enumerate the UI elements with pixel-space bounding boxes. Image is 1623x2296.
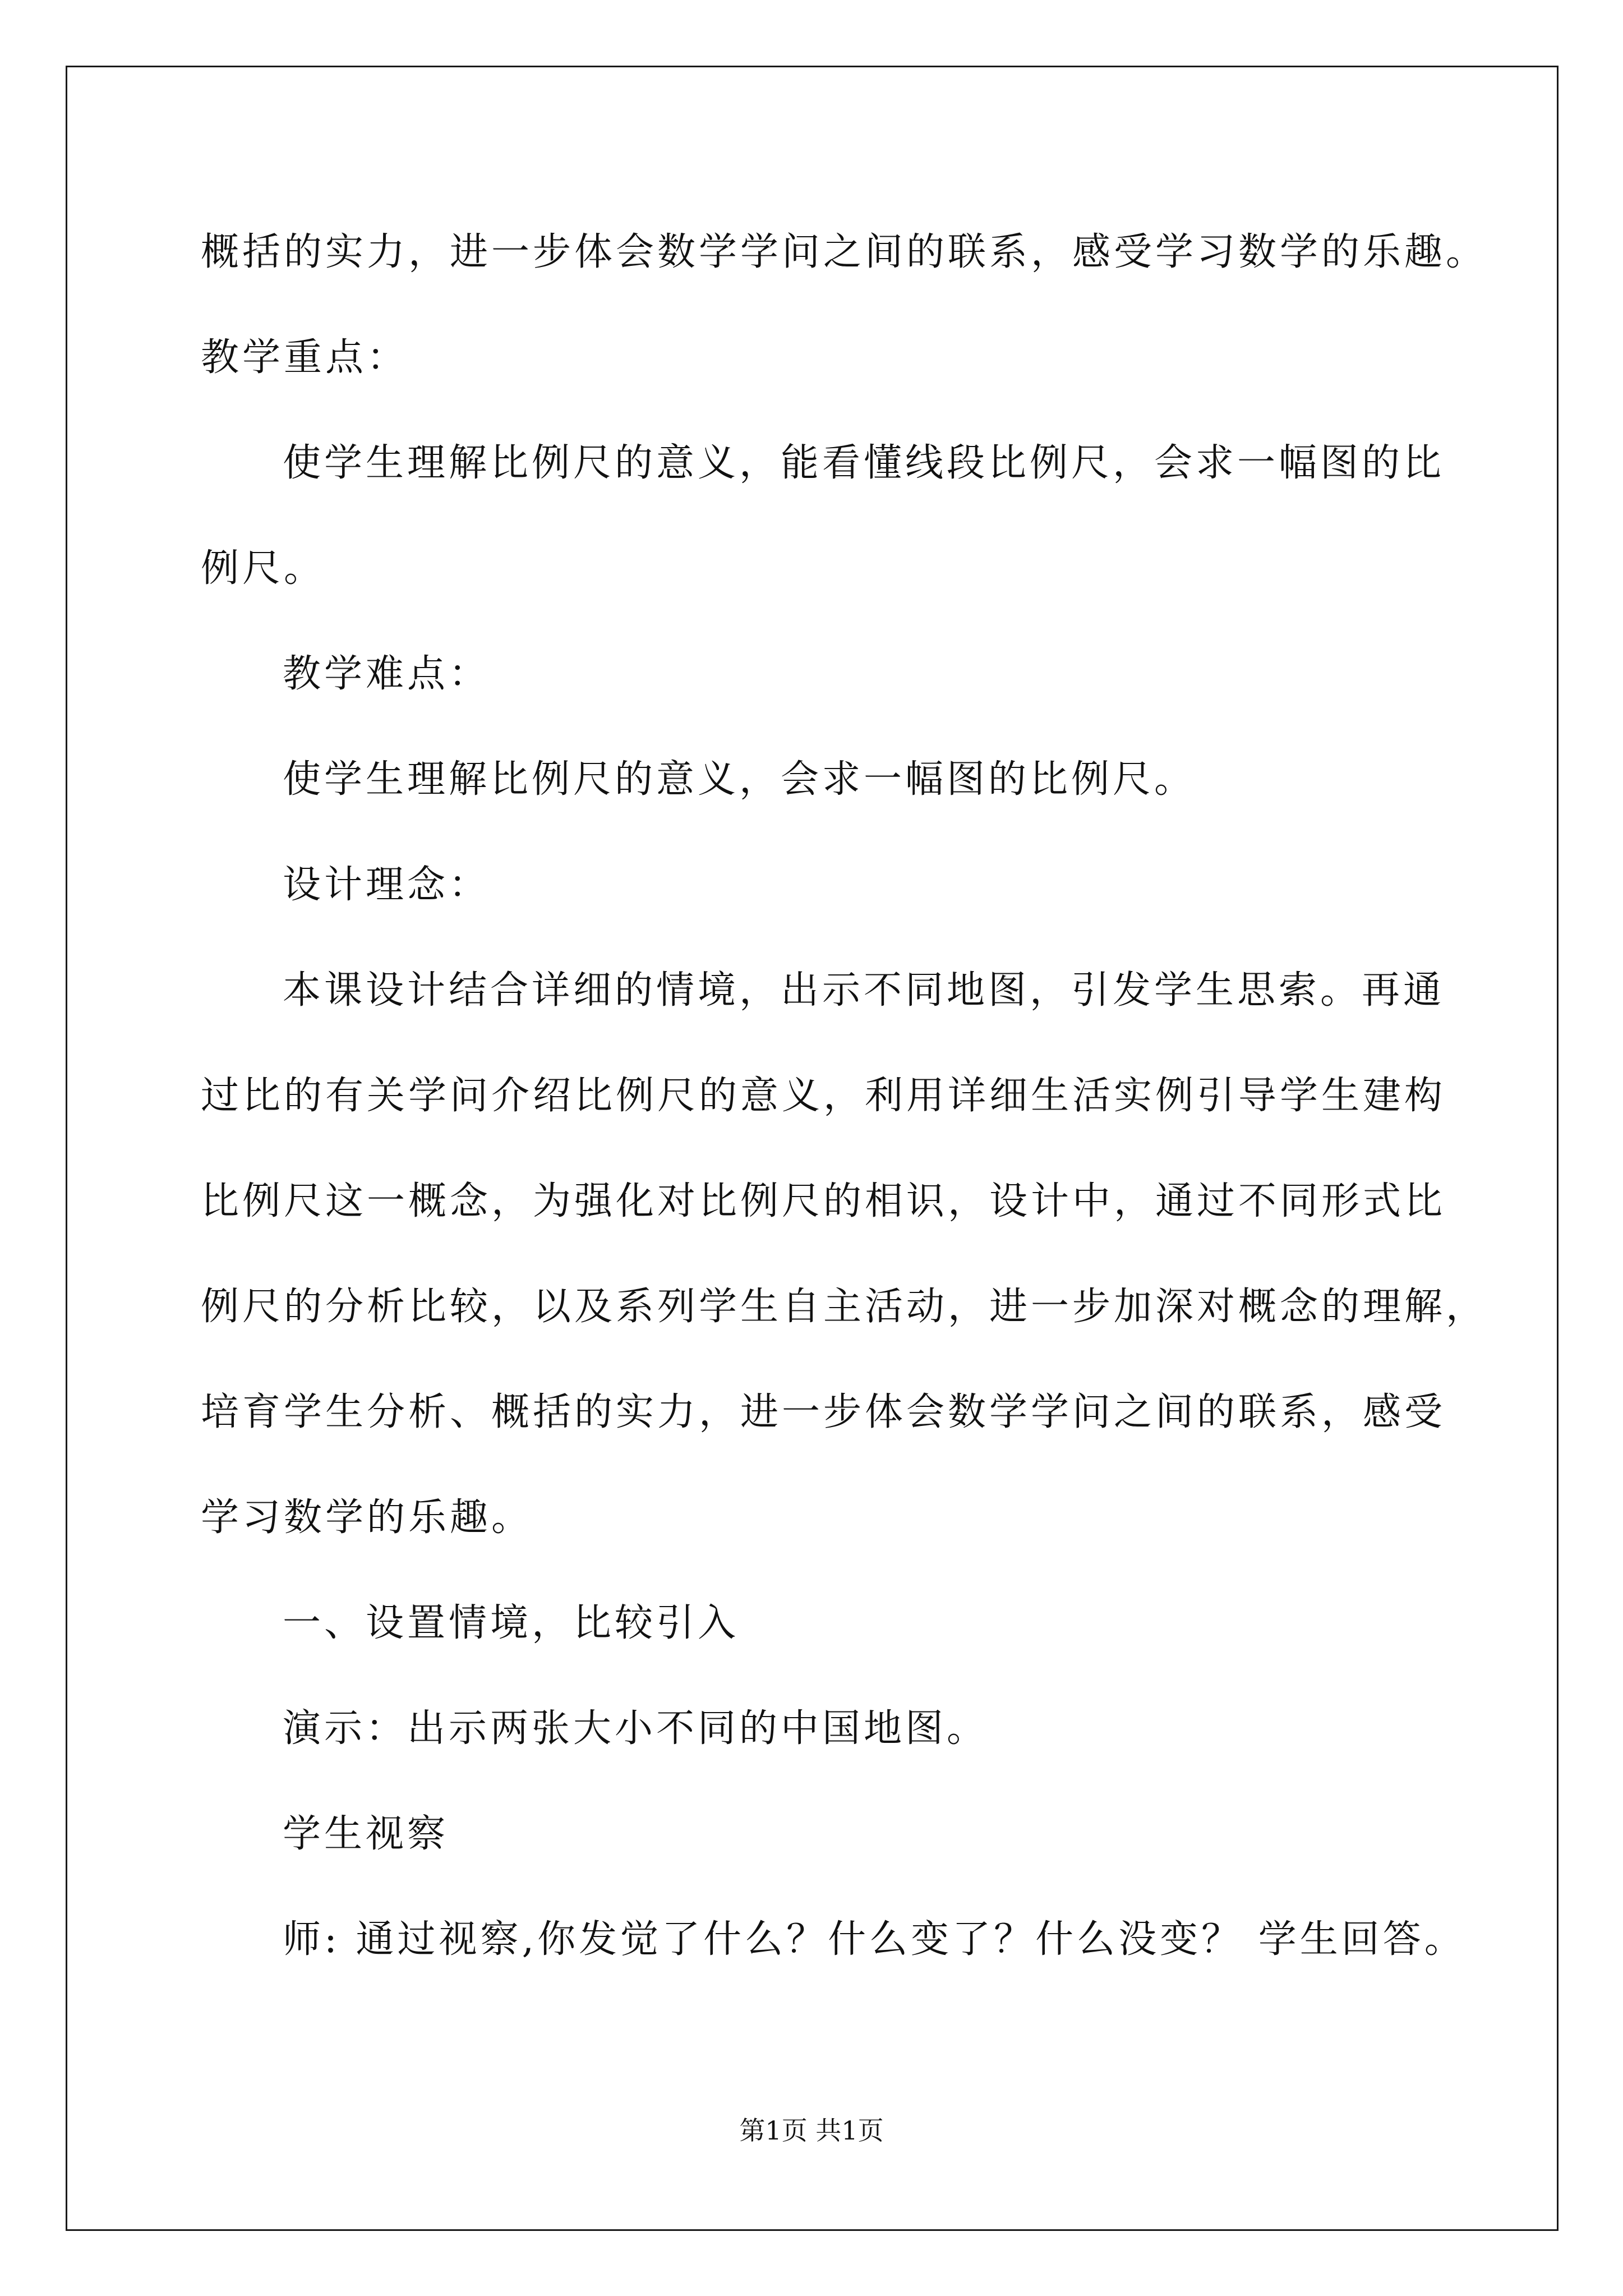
text-line-6: 使学生理解比例尺的意义，会求一幅图的比例尺。 <box>283 757 1196 802</box>
text-line-16: 学生视察 <box>283 1812 449 1856</box>
page-footer: 第1页 共1页 <box>739 2115 884 2146</box>
text-line-1: 概括的实力，进一步体会数学学问之间的联系，感受学习数学的乐趣。 <box>201 230 1488 274</box>
text-line-8: 本课设计结合详细的情境，出示不同地图，引发学生思索。再通 <box>283 968 1445 1013</box>
heading-section-one: 一、设置情境，比较引入 <box>283 1601 740 1645</box>
heading-key-points: 教学重点： <box>201 335 409 380</box>
heading-design-concept: 设计理念： <box>283 863 491 907</box>
text-line-11: 例尺的分析比较，以及系列学生自主活动，进一步加深对概念的理解， <box>201 1285 1488 1329</box>
heading-difficulties: 教学难点： <box>283 652 491 696</box>
text-line-10: 比例尺这一概念，为强化对比例尺的相识，设计中，通过不同形式比 <box>201 1179 1446 1223</box>
text-line-15: 演示：出示两张大小不同的中国地图。 <box>283 1706 989 1751</box>
text-line-3: 使学生理解比例尺的意义，能看懂线段比例尺，会求一幅图的比 <box>283 441 1445 485</box>
text-line-12: 培育学生分析、概括的实力，进一步体会数学学问之间的联系，感受 <box>201 1390 1446 1434</box>
page-border <box>66 66 1559 2231</box>
text-line-4: 例尺。 <box>201 546 326 591</box>
text-line-13: 学习数学的乐趣。 <box>201 1496 533 1540</box>
text-line-17: 师: 通过视察,你发觉了什么？什么变了？什么没变？ 学生回答。 <box>283 1917 1466 1962</box>
text-line-9: 过比的有关学问介绍比例尺的意义，利用详细生活实例引导学生建构 <box>201 1074 1446 1118</box>
